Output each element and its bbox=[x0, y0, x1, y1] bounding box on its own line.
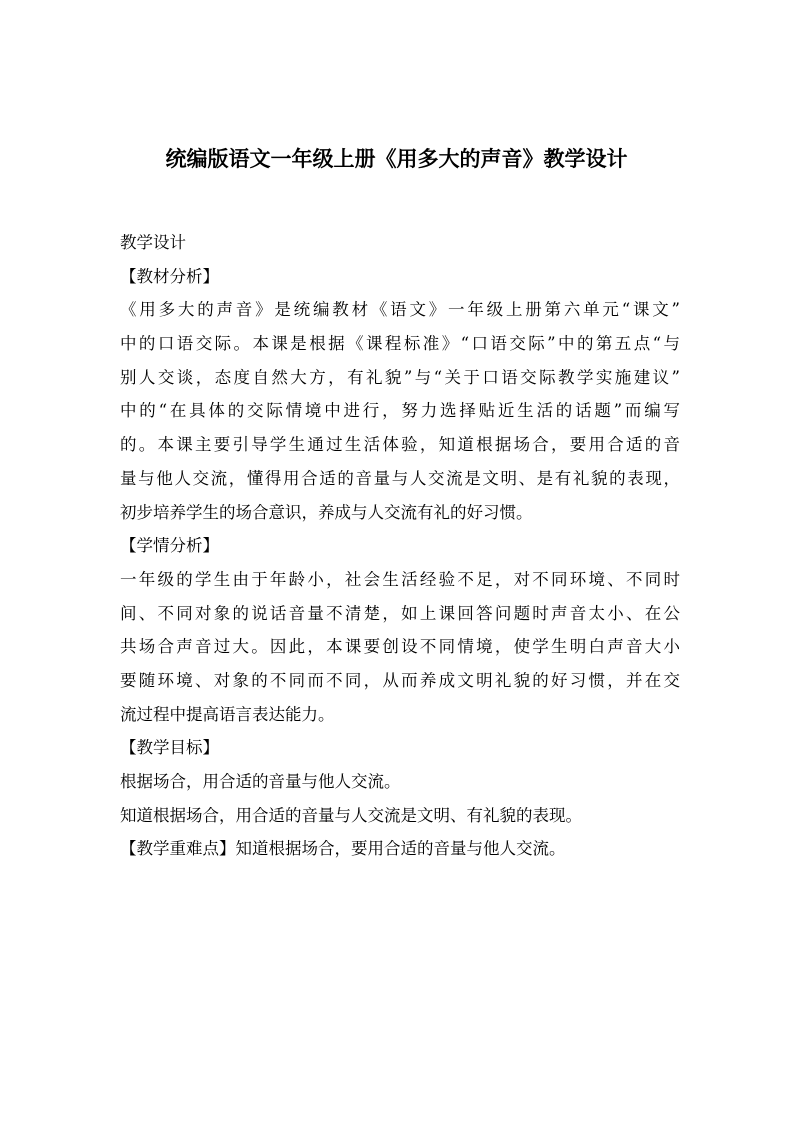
learner-heading: 【学情分析】 bbox=[120, 536, 219, 556]
learner-line: 一年级的学生由于年龄小，社会生活经验不足，对不同环境、不同时 bbox=[120, 569, 680, 589]
key-point-heading: 【教学重难点】 bbox=[120, 839, 236, 859]
learner-line: 流过程中提高语言表达能力。 bbox=[120, 704, 335, 724]
analysis-line: 中的“在具体的交际情境中进行，努力选择贴近生活的话题”而编写 bbox=[120, 401, 680, 421]
analysis-line: 《用多大的声音》是统编教材《语文》一年级上册第六单元“课文” bbox=[120, 300, 680, 320]
document-body bbox=[120, 226, 680, 866]
key-point-text: 知道根据场合，要用合适的音量与他人交流。 bbox=[235, 839, 566, 859]
goals-heading: 【教学目标】 bbox=[120, 738, 219, 758]
learner-line: 共场合声音过大。因此，本课要创设不同情境，使学生明白声音大小 bbox=[120, 637, 680, 657]
analysis-line: 别人交谈，态度自然大方，有礼貌”与“关于口语交际教学实施建议” bbox=[120, 367, 680, 387]
document-title: 统编版语文一年级上册《用多大的声音》教学设计 bbox=[165, 146, 628, 171]
goal-item: 根据场合，用合适的音量与他人交流。 bbox=[120, 772, 401, 791]
analysis-heading: 【教材分析】 bbox=[120, 266, 219, 286]
learner-line: 要随环境、对象的不同而不同，从而养成文明礼貌的好习惯，并在交 bbox=[120, 670, 680, 690]
analysis-line: 量与他人交流，懂得用合适的音量与人交流是文明、是有礼貌的表现， bbox=[120, 468, 680, 488]
goal-item: 知道根据场合，用合适的音量与人交流是文明、有礼貌的表现。 bbox=[120, 805, 582, 825]
analysis-line: 初步培养学生的场合意识，养成与人交流有礼的好习惯。 bbox=[120, 502, 533, 522]
key-point-line bbox=[120, 832, 680, 866]
learner-line: 间、不同对象的说话音量不清楚，如上课回答问题时声音太小、在公 bbox=[120, 603, 680, 623]
section-label: 教学设计 bbox=[120, 233, 186, 252]
analysis-line: 的。本课主要引导学生通过生活体验，知道根据场合，要用合适的音 bbox=[120, 435, 680, 455]
analysis-line: 中的口语交际。本课是根据《课程标准》“口语交际”中的第五点“与 bbox=[120, 334, 680, 354]
